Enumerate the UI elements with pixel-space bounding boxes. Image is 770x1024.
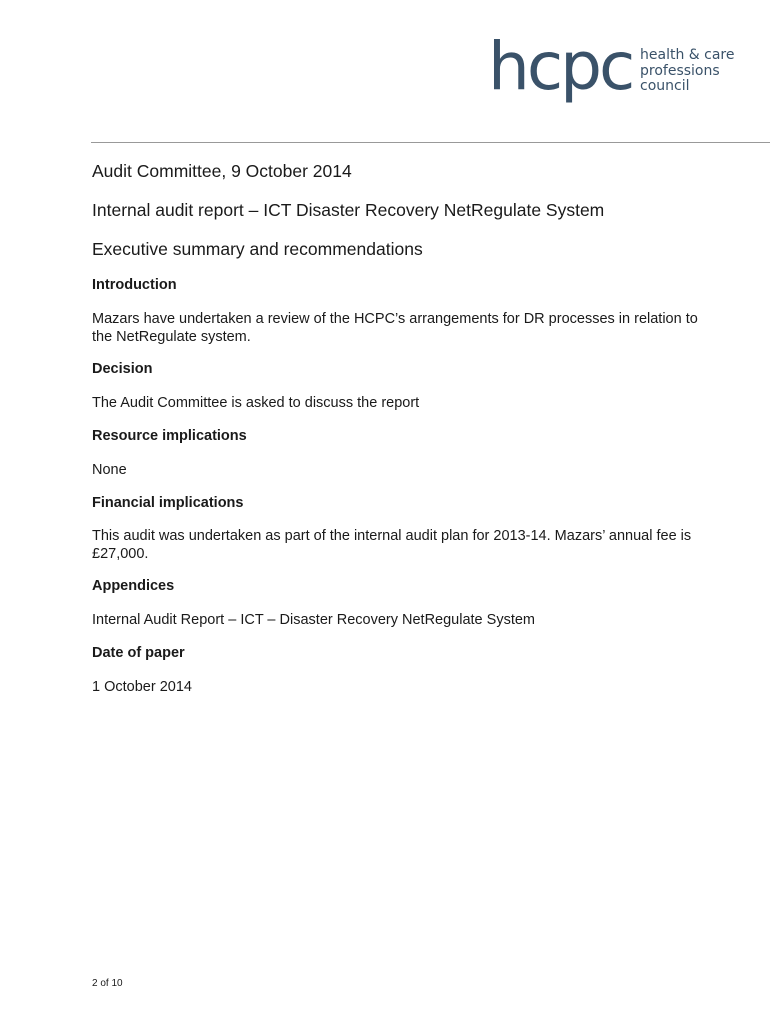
section-heading-financial-implications: Financial implications (92, 495, 244, 511)
section-heading-introduction: Introduction (92, 277, 177, 293)
report-subtitle: Executive summary and recommendations (92, 239, 423, 259)
report-title: Internal audit report – ICT Disaster Recovery NetRegulate System (92, 200, 605, 220)
logo-wordmark (640, 48, 770, 95)
section-heading-resource-implications: Resource implications (92, 428, 247, 444)
document-body (92, 160, 712, 696)
section-body-financial-implications: This audit was undertaken as part of the internal audit plan for 2013-14. Mazars’ annual fee is £27,000. (92, 528, 692, 562)
section-body-appendices: Internal Audit Report – ICT – Disaster Recovery NetRegulate System (92, 612, 535, 628)
section-heading-appendices: Appendices (92, 578, 175, 594)
logo-line-1: health & care (640, 47, 735, 63)
section-heading-date-of-paper: Date of paper (92, 645, 185, 661)
section-body-date-of-paper: 1 October 2014 (92, 679, 192, 695)
logo-line-3: council (640, 78, 690, 94)
header-divider (91, 142, 770, 143)
logo-mark: hcpc (488, 28, 633, 105)
page-number: 2 of 10 (92, 978, 123, 989)
section-heading-decision: Decision (92, 361, 153, 377)
section-body-decision: The Audit Committee is asked to discuss the report (92, 395, 420, 411)
logo-line-2: professions (640, 62, 720, 79)
meeting-title: Audit Committee, 9 October 2014 (92, 161, 352, 181)
section-body-introduction: Mazars have undertaken a review of the HCPC’s arrangements for DR processes in relation to the NetRegulate system. (92, 311, 698, 345)
section-body-resource-implications: None (92, 462, 127, 478)
